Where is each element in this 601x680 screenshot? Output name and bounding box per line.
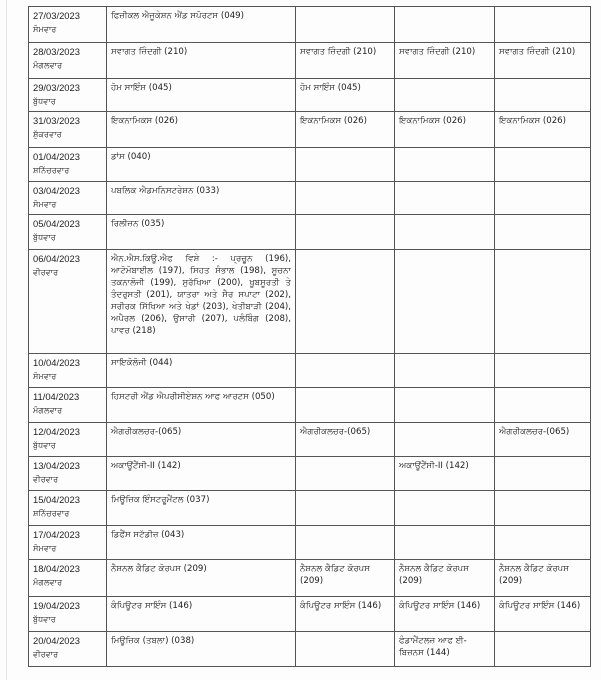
exam-day: ਸ਼ੁੱਕਰਵਾਰ <box>33 129 62 139</box>
subject-cell-1: ਮਿਊਜ਼ਿਕ ਇੰਸਟਰੂਮੈਂਟਲ (037) <box>107 491 296 526</box>
table-row <box>29 250 591 354</box>
date-cell <box>29 250 107 354</box>
exam-date: 11/04/2023 <box>33 391 80 402</box>
exam-date: 05/04/2023 <box>33 218 80 229</box>
exam-date: 13/04/2023 <box>33 460 80 471</box>
exam-date: 27/03/2023 <box>33 10 80 21</box>
date-cell <box>29 491 107 526</box>
subject-cell-2 <box>296 632 395 667</box>
subject-cell-3 <box>395 250 495 354</box>
subject-cell-3 <box>395 491 495 526</box>
subject-cell-3: ਕੰਪਿਊਟਰ ਸਾਇੰਸ (146) <box>395 597 495 632</box>
subject-cell-2: ਹੋਮ ਸਾਇੰਸ (045) <box>296 79 395 112</box>
subject-cell-2 <box>296 491 395 526</box>
subject-cell-2 <box>296 457 395 491</box>
subject-cell-2 <box>296 182 395 215</box>
exam-date: 28/03/2023 <box>33 46 80 57</box>
table-row <box>29 388 591 423</box>
exam-day: ਸ਼ਨਿੱਚਰਵਾਰ <box>33 165 70 175</box>
subject-cell-3 <box>395 7 495 43</box>
table-row <box>29 632 591 667</box>
table-row <box>29 597 591 632</box>
subject-cell-3 <box>395 215 495 250</box>
date-cell <box>29 43 107 79</box>
subject-cell-1: ਮਿਊਜ਼ਿਕ (ਤਬਲਾ) (038) <box>107 632 296 667</box>
subject-cell-3 <box>395 388 495 423</box>
subject-cell-3: ਸਵਾਗਤ ਜ਼ਿੰਦਗੀ (210) <box>395 43 495 79</box>
date-cell <box>29 354 107 388</box>
date-cell <box>29 560 107 597</box>
subject-cell-2: ਸਵਾਗਤ ਜ਼ਿੰਦਗੀ (210) <box>296 43 395 79</box>
subject-cell-4 <box>495 79 591 112</box>
subject-cell-4 <box>495 388 591 423</box>
exam-date: 20/04/2023 <box>33 635 80 646</box>
table-row <box>29 7 591 43</box>
subject-cell-4 <box>495 354 591 388</box>
subject-cell-4: ਇਕਨਾਮਿਕਸ (026) <box>495 112 591 148</box>
subject-cell-4: ਐਗਰੀਕਲਚਰ-(065) <box>495 423 591 457</box>
date-cell <box>29 112 107 148</box>
exam-date: 15/04/2023 <box>33 494 80 505</box>
subject-cell-1: ਸਵਾਗਤ ਜ਼ਿੰਦਗੀ (210) <box>107 43 296 79</box>
exam-day: ਸ਼ਨਿੱਚਰਵਾਰ <box>33 508 70 518</box>
subject-cell-2 <box>296 250 395 354</box>
table-row <box>29 526 591 560</box>
exam-day: ਮੰਗਲਵਾਰ <box>33 405 63 415</box>
exam-day: ਮੰਗਲਵਾਰ <box>33 60 63 70</box>
subject-cell-1: ਅਕਾਊਂਟੈਂਸੀ-II (142) <box>107 457 296 491</box>
date-sheet-table <box>28 6 591 667</box>
exam-day: ਸੋਮਵਾਰ <box>33 199 57 209</box>
subject-cell-1: ਕੰਪਿਊਟਰ ਸਾਇੰਸ (146) <box>107 597 296 632</box>
date-cell <box>29 79 107 112</box>
subject-cell-4 <box>495 526 591 560</box>
exam-date: 06/04/2023 <box>33 253 80 264</box>
exam-date: 19/04/2023 <box>33 600 80 611</box>
exam-day: ਬੁੱਧਵਾਰ <box>33 614 56 624</box>
subject-cell-1: ਐਗਰੀਕਲਚਰ-(065) <box>107 423 296 457</box>
subject-cell-2: ਕੰਪਿਊਟਰ ਸਾਇੰਸ (146) <box>296 597 395 632</box>
subject-cell-4 <box>495 215 591 250</box>
exam-date: 12/04/2023 <box>33 426 80 437</box>
exam-day: ਬੁੱਧਵਾਰ <box>33 96 56 106</box>
subject-cell-2: ਐਗਰੀਕਲਚਰ-(065) <box>296 423 395 457</box>
subject-cell-1: ਸਾਇਕੋਲੋਜੀ (044) <box>107 354 296 388</box>
date-cell <box>29 597 107 632</box>
subject-cell-1: ਫਿਜ਼ੀਕਲ ਐਜੂਕੇਸ਼ਨ ਐਂਡ ਸਪੋਰਟਸ (049) <box>107 7 296 43</box>
date-cell <box>29 215 107 250</box>
subject-cell-2 <box>296 7 395 43</box>
subject-cell-4: ਸਵਾਗਤ ਜ਼ਿੰਦਗੀ (210) <box>495 43 591 79</box>
table-row <box>29 354 591 388</box>
subject-cell-4 <box>495 491 591 526</box>
subject-cell-4 <box>495 182 591 215</box>
subject-cell-4 <box>495 7 591 43</box>
date-cell <box>29 457 107 491</box>
table-row <box>29 148 591 182</box>
date-cell <box>29 632 107 667</box>
subject-cell-1: ਨੈਸ਼ਨਲ ਕੈਡਿਟ ਕੋਰਪਸ (209) <box>107 560 296 597</box>
table-row <box>29 457 591 491</box>
subject-cell-4 <box>495 632 591 667</box>
exam-day: ਮੰਗਲਵਾਰ <box>33 577 63 587</box>
subject-cell-2 <box>296 148 395 182</box>
subject-cell-2 <box>296 526 395 560</box>
date-cell <box>29 388 107 423</box>
date-cell <box>29 148 107 182</box>
exam-date: 17/04/2023 <box>33 529 80 540</box>
subject-cell-4: ਨੈਸ਼ਨਲ ਕੈਡਿਟ ਕੋਰਪਸ (209) <box>495 560 591 597</box>
subject-cell-4 <box>495 457 591 491</box>
subject-cell-3 <box>395 354 495 388</box>
subject-cell-2: ਨੈਸ਼ਨਲ ਕੈਡਿਟ ਕੋਰਪਸ (209) <box>296 560 395 597</box>
table-row <box>29 79 591 112</box>
subject-cell-3 <box>395 79 495 112</box>
table-row <box>29 491 591 526</box>
exam-date: 29/03/2023 <box>33 82 80 93</box>
subject-cell-1: ਹੋਮ ਸਾਇੰਸ (045) <box>107 79 296 112</box>
exam-date: 03/04/2023 <box>33 185 80 196</box>
subject-cell-3: ਫੰਡਾਮੈਂਟਲਜ਼ ਆਫ ਈ-ਬਿਜ਼ਨਸ (144) <box>395 632 495 667</box>
page-edge-line <box>6 0 7 680</box>
table-row <box>29 43 591 79</box>
exam-day: ਬੁੱਧਵਾਰ <box>33 440 56 450</box>
table-row <box>29 423 591 457</box>
date-cell <box>29 526 107 560</box>
subject-cell-3: ਅਕਾਊਂਟੈਂਸੀ-II (142) <box>395 457 495 491</box>
subject-cell-3 <box>395 423 495 457</box>
subject-cell-4 <box>495 250 591 354</box>
exam-day: ਸੋਮਵਾਰ <box>33 24 57 34</box>
subject-cell-1: ਹਿਸਟਰੀ ਐਂਡ ਐਪਰੀਸੀਏਸ਼ਨ ਆਫ ਆਰਟਸ (050) <box>107 388 296 423</box>
subject-cell-3 <box>395 526 495 560</box>
exam-day: ਵੀਰਵਾਰ <box>33 267 59 277</box>
subject-cell-1: ਇਕਨਾਮਿਕਸ (026) <box>107 112 296 148</box>
subject-cell-2 <box>296 354 395 388</box>
exam-day: ਸੋਮਵਾਰ <box>33 543 57 553</box>
subject-cell-4: ਕੰਪਿਊਟਰ ਸਾਇੰਸ (146) <box>495 597 591 632</box>
date-cell <box>29 7 107 43</box>
exam-date: 10/04/2023 <box>33 357 80 368</box>
subject-cell-3: ਇਕਨਾਮਿਕਸ (026) <box>395 112 495 148</box>
subject-cell-4 <box>495 148 591 182</box>
table-row <box>29 560 591 597</box>
exam-date: 31/03/2023 <box>33 115 80 126</box>
table-row <box>29 182 591 215</box>
subject-cell-1: ਪਬਲਿਕ ਐਡਮਨਿਸਟਰੇਸ਼ਨ (033) <box>107 182 296 215</box>
subject-cell-1: ਡਿਫੈਂਸ ਸਟੱਡੀਜ਼ (043) <box>107 526 296 560</box>
subject-cell-2 <box>296 388 395 423</box>
subject-cell-3 <box>395 182 495 215</box>
date-cell <box>29 423 107 457</box>
subject-cell-2: ਇਕਨਾਮਿਕਸ (026) <box>296 112 395 148</box>
exam-day: ਵੀਰਵਾਰ <box>33 649 59 659</box>
subject-cell-1: ਐਨ.ਐਸ.ਕਿਊ.ਐਫ ਵਿਸ਼ੇ :- ਪ੍ਰਚੂਨ (196), ਆਟੋਮੋਬਾਈਲ (197), ਸਿਹਤ ਸੰਭਾਲ (198), ਸੂਚਨਾ ਤਕਨਾਲੋਜੀ (199), ਸੁਰੱਖਿਆ (200), ਖੂਬਸੂਰਤੀ ਤੇ ਤੰਦਰੁਸਤੀ (201), ਯਾਤਰਾ ਅਤੇ ਸੈਰ ਸਪਾਟਾ (202), ਸਰੀਰਕ ਸਿੱਖਿਆ ਅਤੇ ਖੇਡਾਂ (203), ਖੇਤੀਬਾੜੀ (204), ਅਪੈਰਲ (206), ਉਸਾਰੀ (207), ਪਲੰਬਿੰਗ (208), ਪਾਵਰ (218) <box>107 250 296 354</box>
subject-cell-2 <box>296 215 395 250</box>
date-cell <box>29 182 107 215</box>
subject-cell-1: ਰਿਲੀਜ਼ਨ (035) <box>107 215 296 250</box>
exam-day: ਵੀਰਵਾਰ <box>33 474 59 484</box>
table-row <box>29 112 591 148</box>
exam-date: 18/04/2023 <box>33 563 80 574</box>
exam-date: 01/04/2023 <box>33 151 80 162</box>
subject-cell-3: ਨੈਸ਼ਨਲ ਕੈਡਿਟ ਕੋਰਪਸ (209) <box>395 560 495 597</box>
subject-cell-3 <box>395 148 495 182</box>
subject-cell-1: ਡਾਂਸ (040) <box>107 148 296 182</box>
exam-day: ਬੁੱਧਵਾਰ <box>33 232 56 242</box>
exam-day: ਸੋਮਵਾਰ <box>33 371 57 381</box>
table-row <box>29 215 591 250</box>
